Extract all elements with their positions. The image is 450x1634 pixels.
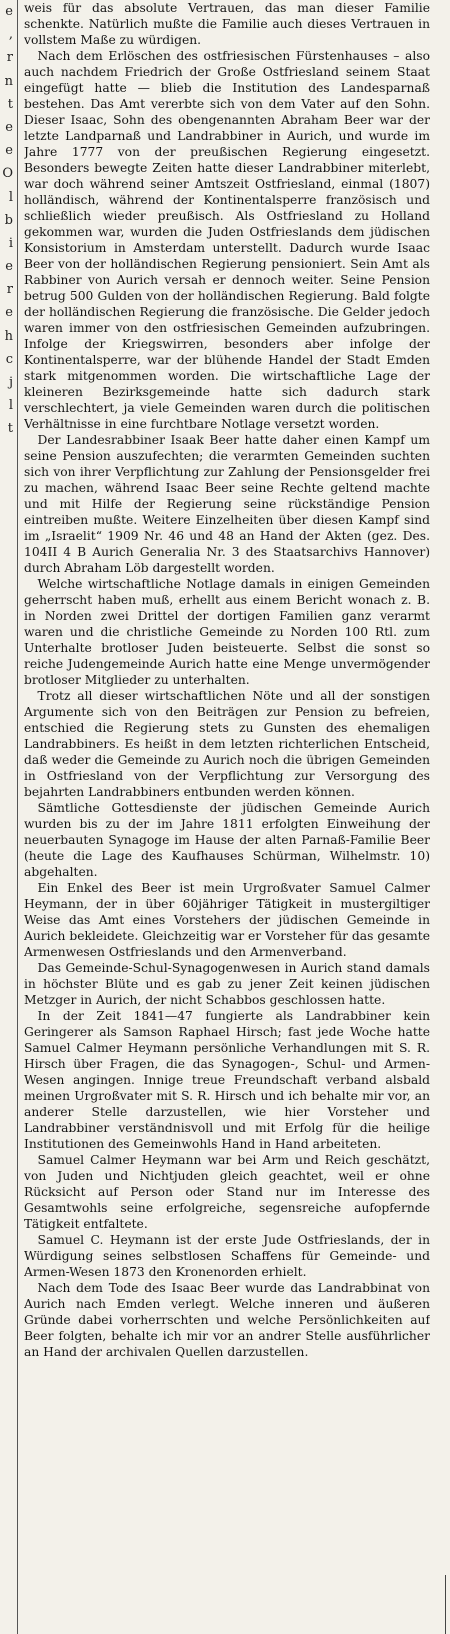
paragraph: Trotz all dieser wirtschaftlichen Nöte und all der sonstigen Argumente sich von den Beiträgen zur Pension zu befreien, entschied die Regierung stets zu Gunsten des ehemaligen Landrabbiners. Es heißt in dem letzten richterlichen Entscheid, daß weder die Gemeinde zu Aurich noch die übrigen Gemeinden in Ostfriesland von der Verpflichtung zur Versorgung des bejahrten Landrabbiners entbunden werden können. <box>24 689 430 799</box>
gutter-letter: r <box>6 282 13 298</box>
gutter-letter: r <box>6 50 13 66</box>
gutter-letter: n <box>4 73 13 89</box>
paragraph: Welche wirtschaftliche Notlage damals in einigen Gemeinden geherrscht haben muß, erhellt aus einem Bericht wonach z. B. in Norden zwei Drittel der dortigen Familien ganz verarmt waren und die christliche Gemeinde zu Norden 100 Rtl. zum Unterhalte brotloser Juden beisteuerte. Selbst die sonst so reiche Judengemeinde Aurich hatte eine Menge unvermögender brotloser Mitglieder zu unterhalten. <box>24 577 430 687</box>
gutter-letter: t <box>7 421 13 437</box>
paragraph: Samuel Calmer Heymann war bei Arm und Reich geschätzt, von Juden und Nichtjuden gleich geachtet, weil er ohne Rücksicht auf Person oder Stand nur im Interesse des Gesamtwohls seine erfolgreiche, segensreiche aufopfernde Tätigkeit entfaltete. <box>24 1153 430 1231</box>
gutter-letter: t <box>7 96 13 112</box>
gutter-letter: b <box>4 212 13 228</box>
gutter-letter: i <box>8 235 13 251</box>
paragraph: Ein Enkel des Beer ist mein Urgroßvater Samuel Calmer Heymann, der in über 60jähriger Tätigkeit in mustergiltiger Weise das Amt eines Vorstehers der jüdischen Gemeinde in Aurich bekleidete. Gleichzeitig war er Vorsteher für das gesamte Armenwesen Ostfrieslands und den Armenverband. <box>24 881 430 959</box>
paragraph: Sämtliche Gottesdienste der jüdischen Gemeinde Aurich wurden bis zu der im Jahre 1811 erfolgten Einweihung der neuerbauten Synagoge im Hause der alten Parnaß-Familie Beer (heute die Lage des Kaufhauses Schürman, Wilhelmstr. 10) abgehalten. <box>24 801 430 879</box>
column-divider <box>442 1575 450 1634</box>
gutter-letter: e <box>5 305 13 321</box>
gutter-letter: , <box>8 27 13 43</box>
paragraph: In der Zeit 1841—47 fungierte als Landrabbiner kein Geringerer als Samson Raphael Hirsch; fast jede Woche hatte Samuel Calmer Heymann persönliche Verhandlungen mit S. R. Hirsch über Fragen, die das Synagogen-, Schul- und Armen-Wesen angingen. Innige treue Freundschaft verband alsbald meinen Urgroßvater mit S. R. Hirsch und ich behalte mir vor, an anderer Stelle darzustellen, wie hier Vorsteher und Landrabbiner verständnisvoll und mit Erfolg für die heilige Institutionen des Gemeinwohls Hand in Hand arbeiteten. <box>24 1009 430 1151</box>
gutter-letter: l <box>8 398 13 414</box>
paragraph: Nach dem Tode des Isaac Beer wurde das Landrabbinat von Aurich nach Emden verlegt. Welche inneren und äußeren Gründe dabei vorherrschten und welche Persönlichkeiten auf Beer folgten, behalte ich mir vor an andrer Stelle ausführlicher an Hand der archivalen Quellen darzustellen. <box>24 1281 430 1359</box>
gutter-letter: e <box>5 259 13 275</box>
paragraph: Der Landesrabbiner Isaak Beer hatte daher einen Kampf um seine Pension auszufechten; die verarmten Gemeinden suchten sich von ihrer Verpflichtung zur Zahlung der Pensionsgelder frei zu machen, während Isaac Beer seine Rechte geltend machte und mit Hilfe der Regierung seine rückständige Pension eintreiben mußte. Weitere Einzelheiten über diesen Kampf sind im „Israelit“ 1909 Nr. 46 und 48 an Hand der Akten (gez. Des. 104II 4 B Aurich Generalia Nr. 3 des Staatsarchivs Hannover) durch Abraham Löb dargestellt worden. <box>24 433 430 575</box>
gutter-letter: e <box>5 4 13 19</box>
gutter-letter: e <box>5 119 13 135</box>
gutter-letter: j <box>8 375 13 390</box>
gutter-letter: c <box>5 351 13 367</box>
paragraph: weis für das absolute Vertrauen, das man dieser Familie schenkte. Natürlich mußte die Familie auch dieses Vertrauen in vollstem Maße zu würdigen. <box>24 1 430 47</box>
gutter-letter: O <box>2 166 13 182</box>
article-column <box>24 0 430 1634</box>
column-divider <box>17 0 18 1634</box>
paragraph: Samuel C. Heymann ist der erste Jude Ostfrieslands, der in Würdigung seines selbstlosen Schaffens für Gemeinde- und Armen-Wesen 1873 den Kronenorden erhielt. <box>24 1233 430 1279</box>
paragraph: Das Gemeinde-Schul-Synagogenwesen in Aurich stand damals in höchster Blüte und es gab zu jener Zeit keinen jüdischen Metzger in Aurich, der nicht Schabbos geschlossen hatte. <box>24 961 430 1007</box>
paragraph: Nach dem Erlöschen des ostfriesischen Fürstenhauses – also auch nachdem Friedrich der Große Ostfriesland seinem Staat eingefügt hatte — blieb die Institution des Landesparnaß bestehen. Das Amt vererbte sich von dem Vater auf den Sohn. Dieser Isaac, Sohn des obengenannten Abraham Beer war der letzte Landparnaß und Landrabbiner in Aurich, und wurde im Jahre 1777 von der preußischen Regierung eingesetzt. Besonders bewegte Zeiten hatte dieser Landrabbiner miterlebt, war doch während seiner Amtszeit Ostfriesland, einmal (1807) holländisch, während der Kontinentalsperre französisch und schließlich wieder preußisch. Als Ostfriesland zu Holland gekommen war, wurden die Juden Ostfrieslands dem jüdischen Konsistorium in Amsterdam unterstellt. Dadurch wurde Isaac Beer von der holländischen Regierung pensioniert. Sein Amt als Rabbiner von Aurich versah er dennoch weiter. Seine Pension betrug 500 Gulden von der holländischen Regierung. Bald folgte der holländischen Regierung die französische. Die Gelder jedoch waren immer von den ostfriesischen Gemeinden aufzubringen. Infolge der Kriegswirren, besonders aber infolge der Kontinentalsperre, war der blühende Handel der Stadt Emden stark mitgenommen worden. Die wirtschaftliche Lage der kleineren Bezirksgemeinde hatte sich dadurch stark verschlechtert, ja viele Gemeinden waren durch die politischen Verhältnisse in eine furchtbare Notlage versetzt worden. <box>24 49 430 431</box>
gutter-letter: h <box>4 328 13 344</box>
gutter-letter: l <box>8 189 13 205</box>
adjacent-column-fragment <box>0 0 14 1634</box>
gutter-letter: e <box>5 143 13 159</box>
